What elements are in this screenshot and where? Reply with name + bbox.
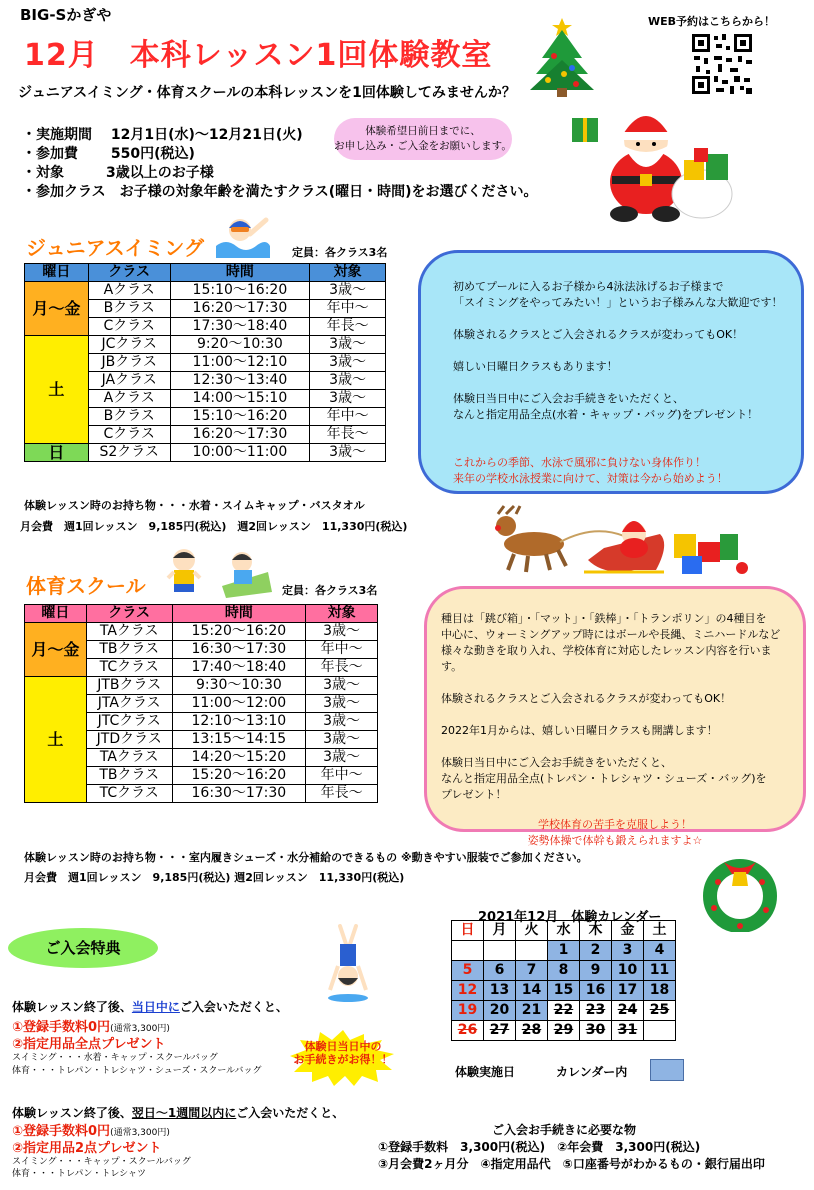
gym-box-line: なんと指定用品全点(トレパン・トレシャツ・シューズ・バッグ)を [441,772,767,785]
gym-section-title: 体育スクール [26,574,146,598]
calendar-day: 30 [580,1021,612,1041]
target-cell: 3歳～ [306,731,378,749]
benefit-a1-note: (通常3,300円) [110,1024,170,1034]
time-cell: 17:30～18:40 [170,318,310,336]
calendar-day [484,941,516,961]
class-cell: Bクラス [88,300,170,318]
class-cell: TBクラス [86,767,172,785]
time-cell: 12:10～13:10 [172,713,306,731]
gym-box-line: 中心に、ウォーミングアップ時にはボールや長縄、ミニハードルなど [441,628,781,641]
calendar-day: 16 [580,981,612,1001]
calendar-day: 21 [516,1001,548,1021]
benefit-a3: スイミング・・・水着・キャップ・スクールバッグ [12,1053,218,1063]
weekday-thu: 木 [580,921,612,941]
time-cell: 15:10～16:20 [170,408,310,426]
calendar-day: 14 [516,981,548,1001]
target-cell: 年長～ [306,785,378,803]
day-weekday: 月～金 [25,282,89,336]
target-cell: 3歳～ [310,372,386,390]
class-cell: TCクラス [86,659,172,677]
time-cell: 16:30～17:30 [172,641,306,659]
legend-label-b: カレンダー内 [556,1065,628,1079]
gym-schedule-table [24,604,378,803]
class-cell: TAクラス [86,623,172,641]
calendar-day: 8 [548,961,580,981]
benefit-a1: ①登録手数料0円 [12,1020,111,1035]
benefit-b4: 体育・・・トレパン・トレシャツ [12,1169,146,1179]
target-cell: 年長～ [306,659,378,677]
calendar-day: 10 [612,961,644,981]
time-cell: 16:20～17:30 [170,426,310,444]
day-saturday: 土 [25,677,87,803]
table-row [25,623,378,641]
time-cell: 15:20～16:20 [172,767,306,785]
calendar-day [644,1021,676,1041]
time-cell: 14:00～15:10 [170,390,310,408]
gym-header-row [25,605,378,623]
time-cell: 14:20～15:20 [172,749,306,767]
target-cell: 3歳～ [310,444,386,462]
calendar-weekday-row [452,921,676,941]
calendar-day: 25 [644,1001,676,1021]
swim-box-line: 「スイミングをやってみたい！」というお子様みんな大歓迎です！ [453,296,783,309]
starburst-line: お手続きがお得！！ [293,1053,393,1066]
target-cell: 年中～ [306,641,378,659]
calendar-day: 15 [548,981,580,1001]
target-cell: 3歳～ [310,354,386,372]
christmas-tree-icon [526,16,598,98]
info-target: ・対象 3歳以上のお子様 [22,165,214,181]
swim-box-line: 初めてプールに入るお子様から4泳法泳げるお子様まで [453,280,724,293]
class-cell: JTBクラス [86,677,172,695]
page-title: 12月 本科レッスン1回体験教室 [24,38,493,73]
web-reserve-text: WEB予約はこちらから！ [648,15,776,28]
gymnast-icon [326,924,372,1004]
swim-monthly-fee: 月会費 週1回レッスン 9,185円(税込) 週2回レッスン 11,330円(税込) [20,520,408,533]
benefit-a-intro [12,998,288,1015]
time-cell: 13:15～14:15 [172,731,306,749]
table-row [25,282,386,300]
calendar-day: 4 [644,941,676,961]
class-cell: Aクラス [88,282,170,300]
swim-box-red: 来年の学校水泳授業に向けて、対策は今から始めよう！ [453,472,728,485]
requirements-title: ご入会お手続きに必要な物 [492,1123,637,1137]
target-cell: 3歳～ [306,695,378,713]
weekday-fri: 金 [612,921,644,941]
calendar-day: 2 [580,941,612,961]
gym-box-line: 様々な動きを取り入れ、学校体育に対応したレッスン内容を行います。 [441,644,772,673]
calendar-day: 29 [548,1021,580,1041]
calendar-day: 22 [548,1001,580,1021]
calendar-day: 11 [644,961,676,981]
shop-name: BIG-Sかぎや [20,6,112,24]
benefit-a-pre: 体験レッスン終了後、 [12,1000,132,1014]
time-cell: 15:10～16:20 [170,282,310,300]
swim-box-line: 体験日当日中にご入会お手続きをいただくと、 [453,392,684,405]
table-row [25,336,386,354]
gym-box-line: 種目は「跳び箱」・「マット」・「鉄棒」・「トランポリン」の4種目を [441,612,767,625]
time-cell: 16:30～17:30 [172,785,306,803]
time-cell: 16:20～17:30 [170,300,310,318]
swim-section-title: ジュニアスイミング [26,236,204,260]
class-cell: S2クラス [88,444,170,462]
class-cell: JTCクラス [86,713,172,731]
benefit-a4: 体育・・・トレパン・トレシャツ・シューズ・スクールバッグ [12,1066,262,1076]
benefit-b2: ②指定用品2点プレゼント [12,1141,162,1156]
calendar-week [452,1021,676,1041]
time-cell: 9:30～10:30 [172,677,306,695]
col-time: 時間 [172,605,306,623]
legend-label-a: 体験実施日 [455,1065,516,1079]
gym-box-red: 姿勢体操で体幹も鍛えられますよ☆ [527,834,703,847]
class-cell: JTAクラス [86,695,172,713]
target-cell: 3歳～ [310,390,386,408]
deadline-line1: 体験希望日前日までに、 [365,125,481,137]
calendar-day: 27 [484,1021,516,1041]
benefit-b-post: ご入会いただくと、 [236,1106,345,1120]
starburst-text [290,1040,396,1066]
calendar-day: 19 [452,1001,484,1021]
requirements-line1: ①登録手数料 3,300円(税込) ②年会費 3,300円(税込) [378,1140,701,1154]
calendar-day: 13 [484,981,516,1001]
benefit-b-pre: 体験レッスン終了後、 [12,1106,132,1120]
swim-capacity: 定員：各クラス3名 [292,246,388,259]
gym-box-line: プレゼント！ [441,788,507,801]
gym-box-line: 体験されるクラスとご入会されるクラスが変わってもOK！ [441,692,732,705]
swim-info-box [418,250,804,494]
weekday-sat: 土 [644,921,676,941]
class-cell: Aクラス [88,390,170,408]
calendar-day [516,941,548,961]
class-cell: JTDクラス [86,731,172,749]
target-cell: 3歳～ [306,713,378,731]
benefit-badge: ご入会特典 [8,928,158,968]
benefit-a-highlight: 当日中に [131,1000,180,1014]
time-cell: 11:00～12:10 [170,354,310,372]
intro-text: ジュニアスイミング・体育スクールの本科レッスンを1回体験してみませんか？ [18,85,516,101]
requirements-line2: ③月会費2ヶ月分 ④指定用品代 ⑤口座番号がわかるもの・銀行届出印 [378,1157,765,1171]
time-cell: 11:00～12:00 [172,695,306,713]
calendar-day: 17 [612,981,644,1001]
benefit-a2: ②指定用品全点プレゼント [12,1037,166,1052]
target-cell: 3歳～ [306,677,378,695]
class-cell: TCクラス [86,785,172,803]
calendar-day: 1 [548,941,580,961]
target-cell: 年長～ [310,426,386,444]
swim-box-red: これからの季節、水泳で風邪に負けない身体作り！ [453,456,706,469]
time-cell: 9:20～10:30 [170,336,310,354]
info-class: ・参加クラス お子様の対象年齢を満たすクラス(曜日・時間)をお選びください。 [22,184,538,200]
info-period: ・実施期間 12月1日(水)～12月21日(火) [22,127,303,143]
gym-kids-icon [164,546,274,598]
benefit-b-highlight: 翌日～1週間以内に [131,1106,237,1120]
calendar-title: 2021年12月 体験カレンダー [478,910,662,925]
target-cell: 年長～ [310,318,386,336]
weekday-wed: 水 [548,921,580,941]
calendar-day: 7 [516,961,548,981]
calendar-week [452,1001,676,1021]
benefit-a-post: ご入会いただくと、 [179,1000,288,1014]
gym-box-line: 2022年1月からは、嬉しい日曜日クラスも開講します！ [441,724,718,737]
info-fee: ・参加費 550円(税込) [22,146,195,162]
col-target: 対象 [306,605,378,623]
time-cell: 10:00～11:00 [170,444,310,462]
gym-info-box [424,586,806,847]
class-cell: JAクラス [88,372,170,390]
weekday-mon: 月 [484,921,516,941]
gym-box-red: 学校体育の苦手を克服しよう！ [538,818,692,831]
benefit-b1-note: (通常3,300円) [110,1128,170,1138]
calendar-week [452,941,676,961]
swim-items: 体験レッスン時のお持ち物・・・水着・スイムキャップ・バスタオル [24,499,365,512]
swimmer-icon [214,212,270,258]
swim-box-line: 体験されるクラスとご入会されるクラスが変わってもOK！ [453,328,744,341]
target-cell: 3歳～ [310,282,386,300]
swim-box-line: 嬉しい日曜日クラスもあります！ [453,360,618,373]
weekday-tue: 火 [516,921,548,941]
target-cell: 3歳～ [306,749,378,767]
calendar-day: 23 [580,1001,612,1021]
target-cell: 3歳～ [306,623,378,641]
class-cell: Cクラス [88,318,170,336]
weekday-sun: 日 [452,921,484,941]
trial-calendar [451,920,676,1041]
benefit-b3: スイミング・・・キャップ・スクールバッグ [12,1157,191,1167]
target-cell: 年中～ [306,767,378,785]
calendar-day: 18 [644,981,676,1001]
qr-code[interactable] [690,32,754,96]
day-saturday: 土 [25,336,89,444]
col-time: 時間 [170,264,310,282]
swim-header-row [25,264,386,282]
col-class: クラス [88,264,170,282]
col-day: 曜日 [25,264,89,282]
day-weekday: 月～金 [25,623,87,677]
col-target: 対象 [310,264,386,282]
calendar-day: 20 [484,1001,516,1021]
calendar-day: 9 [580,961,612,981]
calendar-day: 31 [612,1021,644,1041]
time-cell: 12:30～13:40 [170,372,310,390]
calendar-day: 6 [484,961,516,981]
class-cell: TAクラス [86,749,172,767]
benefit-b1: ①登録手数料0円 [12,1124,111,1139]
gym-monthly-fee: 月会費 週1回レッスン 9,185円(税込) 週2回レッスン 11,330円(税込) [24,871,405,884]
reindeer-sleigh-icon [484,504,758,580]
santa-icon [566,96,736,226]
class-cell: TBクラス [86,641,172,659]
table-row [25,677,378,695]
requirements [378,1122,765,1173]
calendar-day: 24 [612,1001,644,1021]
deadline-line2: お申し込み・ご入金をお願いします。 [334,140,512,152]
class-cell: Bクラス [88,408,170,426]
class-cell: JBクラス [88,354,170,372]
wreath-icon [698,852,782,932]
calendar-week [452,961,676,981]
target-cell: 3歳～ [310,336,386,354]
calendar-day: 26 [452,1021,484,1041]
deadline-bubble [334,118,512,160]
target-cell: 年中～ [310,408,386,426]
calendar-day [452,941,484,961]
calendar-day: 3 [612,941,644,961]
legend-swatch [650,1059,684,1081]
target-cell: 年中～ [310,300,386,318]
gym-box-line: 体験日当日中にご入会お手続きをいただくと、 [441,756,672,769]
gym-items: 体験レッスン時のお持ち物・・・室内履きシューズ・水分補給のできるもの ※動きやすい服装でご参加ください。 [24,851,588,864]
table-row [25,444,386,462]
col-day: 曜日 [25,605,87,623]
time-cell: 15:20～16:20 [172,623,306,641]
class-cell: Cクラス [88,426,170,444]
swim-schedule-table [24,263,386,462]
gym-capacity: 定員：各クラス3名 [282,584,378,597]
day-sunday: 日 [25,444,89,462]
col-class: クラス [86,605,172,623]
calendar-day: 5 [452,961,484,981]
calendar-day: 28 [516,1021,548,1041]
swim-box-line: なんと指定用品全点(水着・キャップ・バッグ)をプレゼント！ [453,408,759,421]
class-cell: JCクラス [88,336,170,354]
calendar-week [452,981,676,1001]
starburst-line: 体験日当日中の [304,1040,382,1053]
benefit-b-intro [12,1104,344,1121]
calendar-day: 12 [452,981,484,1001]
time-cell: 17:40～18:40 [172,659,306,677]
